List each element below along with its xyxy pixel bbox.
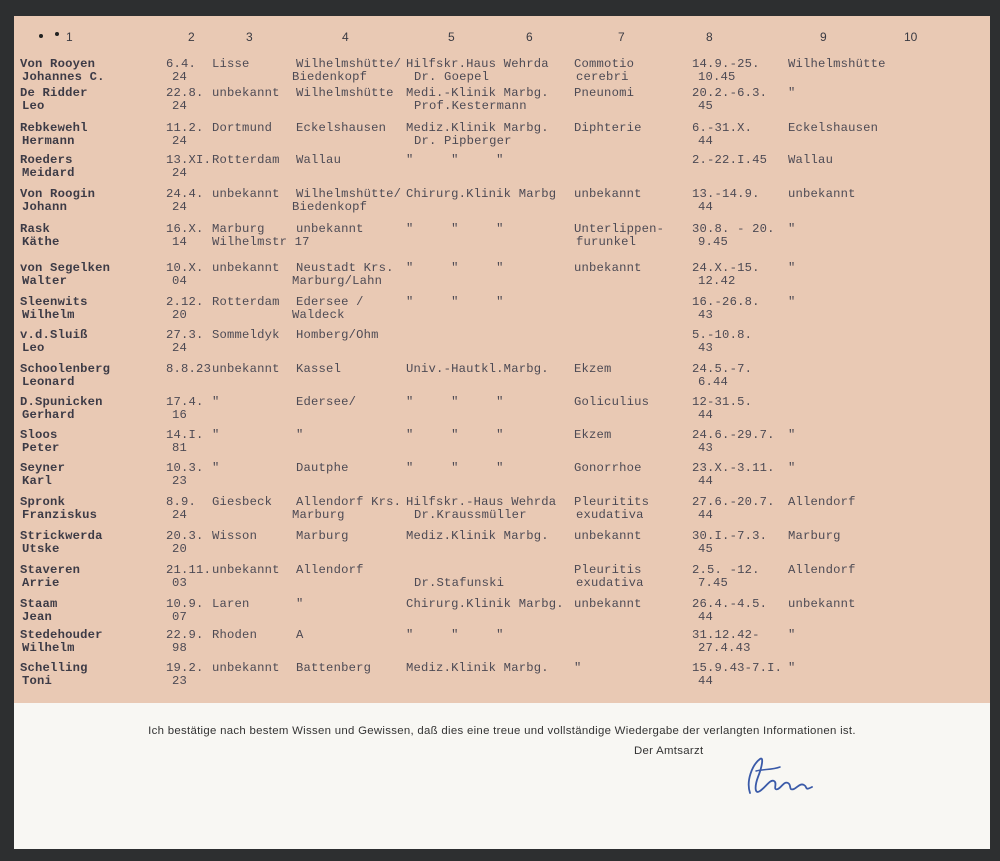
diagnosis-detail: exudativa bbox=[576, 576, 644, 590]
physician: Dr. Pipberger bbox=[414, 134, 512, 148]
forename: Toni bbox=[22, 674, 53, 688]
treatment-period: 12-31.5. bbox=[692, 395, 753, 409]
diagnosis: Commotio bbox=[574, 57, 635, 71]
treatment-period: 26.4.-4.5. bbox=[692, 597, 768, 611]
birth-date: 6.4. bbox=[166, 57, 197, 71]
birth-year: 81 bbox=[172, 441, 188, 455]
residence: " bbox=[296, 428, 304, 442]
certification-slip bbox=[14, 703, 990, 849]
residence: " bbox=[296, 597, 304, 611]
treatment-period: 24.X.-15. bbox=[692, 261, 760, 275]
birth-date: 19.2. bbox=[166, 661, 204, 675]
treatment-year: 43 bbox=[698, 341, 714, 355]
diagnosis: Ekzem bbox=[574, 362, 612, 376]
birth-date: 16.X. bbox=[166, 222, 204, 236]
column-number-2: 2 bbox=[188, 30, 195, 44]
treatment-period: 31.12.42- bbox=[692, 628, 760, 642]
residence: Wilhelmshütte bbox=[296, 86, 394, 100]
discharged-to: Allendorf bbox=[788, 495, 856, 509]
hospital: " " " bbox=[406, 153, 504, 167]
diagnosis: Goliculius bbox=[574, 395, 650, 409]
residence-detail: Biedenkopf bbox=[292, 200, 368, 214]
birthplace: " bbox=[212, 461, 220, 475]
birthplace: unbekannt bbox=[212, 86, 280, 100]
birthplace: Giesbeck bbox=[212, 495, 273, 509]
residence: unbekannt bbox=[296, 222, 364, 236]
hospital: " " " bbox=[406, 395, 504, 409]
physician: Prof.Kestermann bbox=[414, 99, 527, 113]
hospital: Mediz.Klinik Marbg. bbox=[406, 121, 549, 135]
surname: Schoolenberg bbox=[20, 362, 111, 376]
official-title: Der Amtsarzt bbox=[634, 745, 704, 757]
discharged-to: Eckelshausen bbox=[788, 121, 879, 135]
treatment-period: 27.6.-20.7. bbox=[692, 495, 775, 509]
birth-date: 21.11. bbox=[166, 563, 212, 577]
treatment-period: 24.6.-29.7. bbox=[692, 428, 775, 442]
birth-year: 04 bbox=[172, 274, 188, 288]
birth-date: 10.9. bbox=[166, 597, 204, 611]
residence: Marburg bbox=[296, 529, 349, 543]
residence: A bbox=[296, 628, 304, 642]
discharged-to: " bbox=[788, 628, 796, 642]
birth-date: 27.3. bbox=[166, 328, 204, 342]
forename: Utske bbox=[22, 542, 60, 556]
column-number-7: 7 bbox=[618, 30, 625, 44]
column-number-9: 9 bbox=[820, 30, 827, 44]
diagnosis: Pleuritis bbox=[574, 563, 642, 577]
discharged-to: unbekannt bbox=[788, 597, 856, 611]
residence: Allendorf bbox=[296, 563, 364, 577]
hospital: Hilfskr.-Haus Wehrda bbox=[406, 495, 557, 509]
birth-year: 24 bbox=[172, 341, 188, 355]
hospital: " " " bbox=[406, 428, 504, 442]
discharged-to: " bbox=[788, 261, 796, 275]
treatment-year: 44 bbox=[698, 508, 714, 522]
birthplace: unbekannt bbox=[212, 661, 280, 675]
treatment-period: 13.-14.9. bbox=[692, 187, 760, 201]
diagnosis: Diphterie bbox=[574, 121, 642, 135]
treatment-period: 30.I.-7.3. bbox=[692, 529, 768, 543]
surname: Stedehouder bbox=[20, 628, 103, 642]
treatment-year: 27.4.43 bbox=[698, 641, 751, 655]
birth-year: 03 bbox=[172, 576, 188, 590]
treatment-period: 16.-26.8. bbox=[692, 295, 760, 309]
treatment-year: 43 bbox=[698, 308, 714, 322]
residence: Kassel bbox=[296, 362, 342, 376]
birthplace: unbekannt bbox=[212, 187, 280, 201]
birthplace: unbekannt bbox=[212, 563, 280, 577]
birth-year: 24 bbox=[172, 166, 188, 180]
discharged-to: " bbox=[788, 428, 796, 442]
discharged-to: Wilhelmshütte bbox=[788, 57, 886, 71]
diagnosis: unbekannt bbox=[574, 597, 642, 611]
column-number-10: 10 bbox=[904, 30, 918, 44]
birth-date: 8.8.23 bbox=[166, 362, 212, 376]
birth-year: 24 bbox=[172, 508, 188, 522]
birth-year: 14 bbox=[172, 235, 188, 249]
birthplace: Laren bbox=[212, 597, 250, 611]
birthplace: " bbox=[212, 428, 220, 442]
residence: Dautphe bbox=[296, 461, 349, 475]
diagnosis-detail: furunkel bbox=[576, 235, 637, 249]
surname: Rebkewehl bbox=[20, 121, 88, 135]
residence-detail: Marburg/Lahn bbox=[292, 274, 383, 288]
hospital: " " " bbox=[406, 628, 504, 642]
birth-year: 24 bbox=[172, 99, 188, 113]
birthplace: Wisson bbox=[212, 529, 258, 543]
discharged-to: Allendorf bbox=[788, 563, 856, 577]
diagnosis: Ekzem bbox=[574, 428, 612, 442]
punch-mark bbox=[39, 34, 43, 38]
forename: Walter bbox=[22, 274, 68, 288]
birth-year: 20 bbox=[172, 542, 188, 556]
hospital: " " " bbox=[406, 261, 504, 275]
residence: Allendorf Krs. bbox=[296, 495, 402, 509]
treatment-period: 20.2.-6.3. bbox=[692, 86, 768, 100]
residence-detail: Waldeck bbox=[292, 308, 345, 322]
discharged-to: " bbox=[788, 86, 796, 100]
certification-text: Ich bestätige nach bestem Wissen und Gewissen, daß dies eine treue und vollständige Wiedergabe der verlangten Informationen ist. bbox=[148, 725, 856, 737]
treatment-period: 2.5. -12. bbox=[692, 563, 760, 577]
column-number-5: 5 bbox=[448, 30, 455, 44]
birth-date: 10.X. bbox=[166, 261, 204, 275]
surname: Staveren bbox=[20, 563, 81, 577]
forename: Käthe bbox=[22, 235, 60, 249]
treatment-year: 44 bbox=[698, 474, 714, 488]
forename: Peter bbox=[22, 441, 60, 455]
birth-year: 23 bbox=[172, 474, 188, 488]
treatment-year: 7.45 bbox=[698, 576, 729, 590]
diagnosis: Unterlippen- bbox=[574, 222, 665, 236]
treatment-year: 10.45 bbox=[698, 70, 736, 84]
forename: Meidard bbox=[22, 166, 75, 180]
birth-date: 11.2. bbox=[166, 121, 204, 135]
residence: Eckelshausen bbox=[296, 121, 387, 135]
hospital: Hilfskr.Haus Wehrda bbox=[406, 57, 549, 71]
typed-register-sheet bbox=[14, 16, 990, 716]
forename: Hermann bbox=[22, 134, 75, 148]
treatment-year: 45 bbox=[698, 99, 714, 113]
birth-date: 20.3. bbox=[166, 529, 204, 543]
birth-year: 16 bbox=[172, 408, 188, 422]
birthplace: Dortmund bbox=[212, 121, 273, 135]
forename: Wilhelm bbox=[22, 308, 75, 322]
residence: Wilhelmshütte/ bbox=[296, 187, 402, 201]
column-number-1: 1 bbox=[66, 30, 73, 44]
physician: Dr. Goepel bbox=[414, 70, 490, 84]
birth-year: 98 bbox=[172, 641, 188, 655]
birthplace: Rotterdam bbox=[212, 295, 280, 309]
surname: De Ridder bbox=[20, 86, 88, 100]
hospital: Mediz.Klinik Marbg. bbox=[406, 661, 549, 675]
birth-year: 24 bbox=[172, 200, 188, 214]
residence: Edersee / bbox=[296, 295, 364, 309]
surname: v.d.Sluiß bbox=[20, 328, 88, 342]
surname: Schelling bbox=[20, 661, 88, 675]
treatment-period: 15.9.43-7.I. bbox=[692, 661, 783, 675]
forename: Leo bbox=[22, 341, 45, 355]
birth-date: 24.4. bbox=[166, 187, 204, 201]
treatment-year: 43 bbox=[698, 441, 714, 455]
hospital: " " " bbox=[406, 461, 504, 475]
forename: Karl bbox=[22, 474, 53, 488]
treatment-period: 24.5.-7. bbox=[692, 362, 753, 376]
treatment-year: 12.42 bbox=[698, 274, 736, 288]
treatment-year: 44 bbox=[698, 674, 714, 688]
discharged-to: Marburg bbox=[788, 529, 841, 543]
birth-year: 07 bbox=[172, 610, 188, 624]
residence: Wilhelmshütte/ bbox=[296, 57, 402, 71]
treatment-year: 44 bbox=[698, 610, 714, 624]
diagnosis: unbekannt bbox=[574, 187, 642, 201]
discharged-to: " bbox=[788, 461, 796, 475]
forename: Johannes C. bbox=[22, 70, 105, 84]
residence-detail: Biedenkopf bbox=[292, 70, 368, 84]
hospital: Univ.-Hautkl.Marbg. bbox=[406, 362, 549, 376]
surname: D.Spunicken bbox=[20, 395, 103, 409]
discharged-to: unbekannt bbox=[788, 187, 856, 201]
forename: Wilhelm bbox=[22, 641, 75, 655]
forename: Johann bbox=[22, 200, 68, 214]
birthplace: " bbox=[212, 395, 220, 409]
diagnosis-detail: exudativa bbox=[576, 508, 644, 522]
birthplace: unbekannt bbox=[212, 362, 280, 376]
residence: Edersee/ bbox=[296, 395, 357, 409]
treatment-period: 5.-10.8. bbox=[692, 328, 753, 342]
hospital: Mediz.Klinik Marbg. bbox=[406, 529, 549, 543]
treatment-period: 6.-31.X. bbox=[692, 121, 753, 135]
surname: Seyner bbox=[20, 461, 66, 475]
diagnosis: Pleuritits bbox=[574, 495, 650, 509]
treatment-period: 23.X.-3.11. bbox=[692, 461, 775, 475]
hospital: " " " bbox=[406, 222, 504, 236]
birth-date: 13.XI. bbox=[166, 153, 212, 167]
discharged-to: " bbox=[788, 295, 796, 309]
surname: Staam bbox=[20, 597, 58, 611]
treatment-year: 44 bbox=[698, 200, 714, 214]
handwritten-signature bbox=[742, 751, 832, 803]
birth-year: 23 bbox=[172, 674, 188, 688]
birthplace-detail: Wilhelmstr 17 bbox=[212, 235, 310, 249]
forename: Jean bbox=[22, 610, 53, 624]
birth-date: 2.12. bbox=[166, 295, 204, 309]
hospital: " " " bbox=[406, 295, 504, 309]
discharged-to: " bbox=[788, 222, 796, 236]
birth-year: 20 bbox=[172, 308, 188, 322]
surname: von Segelken bbox=[20, 261, 111, 275]
birth-date: 8.9. bbox=[166, 495, 197, 509]
hospital: Chirurg.Klinik Marbg bbox=[406, 187, 557, 201]
treatment-year: 44 bbox=[698, 134, 714, 148]
surname: Von Roogin bbox=[20, 187, 96, 201]
forename: Franziskus bbox=[22, 508, 98, 522]
discharged-to: " bbox=[788, 661, 796, 675]
treatment-year: 44 bbox=[698, 408, 714, 422]
surname: Spronk bbox=[20, 495, 66, 509]
birthplace: Sommeldyk bbox=[212, 328, 280, 342]
physician: Dr.Kraussmüller bbox=[414, 508, 527, 522]
residence: Neustadt Krs. bbox=[296, 261, 394, 275]
birth-date: 14.I. bbox=[166, 428, 204, 442]
birth-date: 17.4. bbox=[166, 395, 204, 409]
birth-year: 24 bbox=[172, 134, 188, 148]
column-number-3: 3 bbox=[246, 30, 253, 44]
surname: Roeders bbox=[20, 153, 73, 167]
punch-mark bbox=[55, 32, 59, 36]
column-number-4: 4 bbox=[342, 30, 349, 44]
column-number-8: 8 bbox=[706, 30, 713, 44]
surname: Strickwerda bbox=[20, 529, 103, 543]
birthplace: Marburg bbox=[212, 222, 265, 236]
diagnosis: unbekannt bbox=[574, 261, 642, 275]
diagnosis: unbekannt bbox=[574, 529, 642, 543]
surname: Rask bbox=[20, 222, 51, 236]
birthplace: Rhoden bbox=[212, 628, 258, 642]
residence-detail: Marburg bbox=[292, 508, 345, 522]
treatment-period: 14.9.-25. bbox=[692, 57, 760, 71]
surname: Sloos bbox=[20, 428, 58, 442]
diagnosis: Gonorrhoe bbox=[574, 461, 642, 475]
forename: Leo bbox=[22, 99, 45, 113]
birth-year: 24 bbox=[172, 70, 188, 84]
residence: Wallau bbox=[296, 153, 342, 167]
treatment-period: 30.8. - 20. bbox=[692, 222, 775, 236]
forename: Leonard bbox=[22, 375, 75, 389]
surname: Sleenwits bbox=[20, 295, 88, 309]
birthplace: Rotterdam bbox=[212, 153, 280, 167]
treatment-year: 9.45 bbox=[698, 235, 729, 249]
treatment-year: 45 bbox=[698, 542, 714, 556]
hospital: Chirurg.Klinik Marbg. bbox=[406, 597, 564, 611]
diagnosis: " bbox=[574, 661, 582, 675]
diagnosis: Pneunomi bbox=[574, 86, 635, 100]
discharged-to: Wallau bbox=[788, 153, 834, 167]
forename: Arrie bbox=[22, 576, 60, 590]
birth-date: 22.9. bbox=[166, 628, 204, 642]
birthplace: Lisse bbox=[212, 57, 250, 71]
residence: Battenberg bbox=[296, 661, 372, 675]
treatment-year: 6.44 bbox=[698, 375, 729, 389]
forename: Gerhard bbox=[22, 408, 75, 422]
physician: Dr.Stafunski bbox=[414, 576, 505, 590]
diagnosis-detail: cerebri bbox=[576, 70, 629, 84]
column-number-6: 6 bbox=[526, 30, 533, 44]
birth-date: 22.8. bbox=[166, 86, 204, 100]
birth-date: 10.3. bbox=[166, 461, 204, 475]
hospital: Medi.-Klinik Marbg. bbox=[406, 86, 549, 100]
treatment-period: 2.-22.I.45 bbox=[692, 153, 768, 167]
residence: Homberg/Ohm bbox=[296, 328, 379, 342]
birthplace: unbekannt bbox=[212, 261, 280, 275]
surname: Von Rooyen bbox=[20, 57, 96, 71]
